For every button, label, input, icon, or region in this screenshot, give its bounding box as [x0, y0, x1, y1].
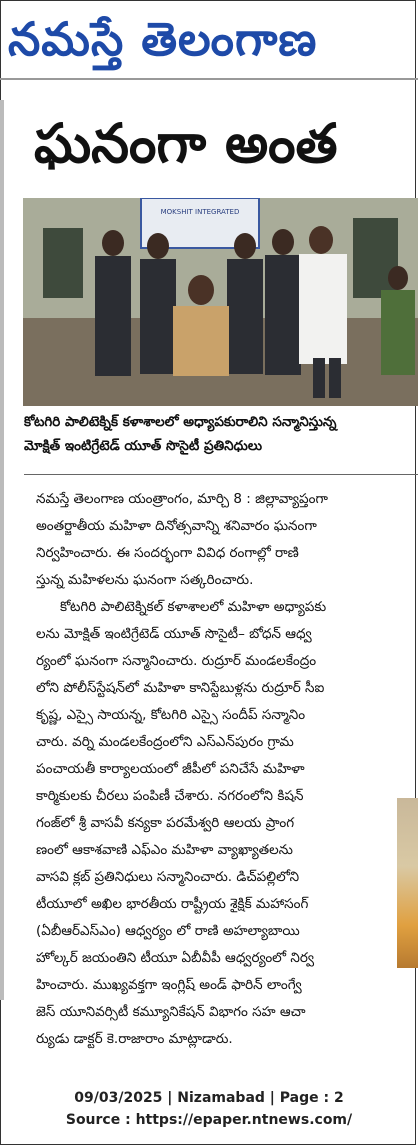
body-line: లోని పోలీస్‌స్టేషన్‌లో మహిళా కానిస్టేబుళ్లను రుద్రూర్ సీఐ [36, 680, 325, 696]
body-line: జెస్ యూనివర్సిటీ కమ్యూనికేషన్ విభాగం సహ ఆచా [36, 1004, 306, 1020]
page-footer [0, 1087, 418, 1131]
body-line: నిర్వహించారు. ఈ సందర్భంగా వివిధ రంగాల్లో రాణి [36, 545, 299, 561]
body-line: (ఏబీఆర్ఎస్ఎం) ఆధ్వర్యం లో రాణి అహల్యాబాయి [36, 923, 300, 939]
edition-info: 09/03/2025 | Nizamabad | Page : 2 [74, 1090, 344, 1106]
body-line: ర్యంలో ఘనంగా సన్మానించారు. రుద్రూర్ మండలకేంద్రం [36, 653, 317, 669]
body-line: గంజ్‌లో శ్రీ వాసవీ కన్యకా పరమేశ్వరి ఆలయ ప్రాంగ [36, 815, 295, 831]
newspaper-masthead: నమస్తే తెలంగాణ [8, 12, 318, 66]
source-link[interactable]: Source : https://epaper.ntnews.com/ [65, 1112, 353, 1128]
body-line: కృష్ణ, ఎస్సై సాయన్న, కోటగిరి ఎస్సై సందీప్ సన్మానిం [36, 707, 306, 723]
caption-divider [24, 474, 418, 475]
body-line: స్తున్న మహిళలను ఘనంగా సత్కరించారు. [36, 572, 254, 588]
body-line: కార్మికులకు చీరలు పంపిణీ చేశారు. నగరంలోని కిషన్ [36, 788, 304, 804]
body-line: లను మోక్షిత్ ఇంటిగ్రేటెడ్ యూత్ సొసైటీ– బోధన్ ఆధ్వ [36, 626, 312, 642]
photo-illustration [23, 198, 418, 406]
article-photo [23, 198, 418, 406]
body-line: నమస్తే తెలంగాణ యంత్రాంగం, మార్చి 8 : జిల్లావ్యాప్తంగా [36, 491, 328, 507]
column-edge [0, 100, 4, 1000]
body-line: టీయూలో అఖిల భారతీయ రాష్ట్రీయ శైక్షిక్ మహాసంగ్ [36, 896, 309, 912]
masthead-divider [0, 78, 418, 80]
adjacent-article-photo [397, 798, 418, 968]
caption-line: మోక్షిత్ ఇంటిగ్రేటెడ్ యూత్ సొసైటీ ప్రతినిధులు [24, 438, 263, 454]
body-line: ర్యుడు డాక్టర్ కె.రాజారాం మాట్లాడారు. [36, 1031, 233, 1047]
body-line: వాసవి క్లబ్ ప్రతినిధులు సన్మానించారు. డిచ్‌పల్లిలోని [36, 869, 300, 885]
photo-caption [24, 410, 418, 458]
article-headline: ఘనంగా అంత [34, 112, 338, 175]
body-line: హోల్కర్ జయంతిని టీయూ ఏబీవీపీ ఆధ్వర్యంలో నిర్వ [36, 950, 315, 966]
body-line: హించారు. ముఖ్యవక్తగా ఇంగ్లిష్ అండ్ ఫారిన్ లాంగ్వే [36, 977, 302, 993]
body-line: కోటగిరి పాలిటెక్నికల్ కళాశాలలో మహిళా అధ్యాపకు [60, 599, 327, 615]
body-line: ణంలో ఆకాశవాణి ఎఫ్ఎం మహిళా వ్యాఖ్యాతలను [36, 842, 293, 858]
photo-banner-text: MOKSHIT INTEGRATED [160, 208, 240, 216]
article-body [36, 486, 418, 1053]
body-line: అంతర్జాతీయ మహిళా దినోత్సవాన్ని శనివారం ఘనంగా [36, 518, 317, 534]
caption-line: కోటగిరి పాలిటెక్నిక్ కళాశాలలో అధ్యాపకురాలిని సన్మానిస్తున్న [24, 414, 337, 430]
body-line: చారు. వర్ని మండలకేంద్రంలోని ఎస్ఎన్‌పురం గ్రామ [36, 734, 294, 750]
body-line: పంచాయతీ కార్యాలయంలో జీపీలో పనిచేసే మహిళా [36, 761, 305, 777]
